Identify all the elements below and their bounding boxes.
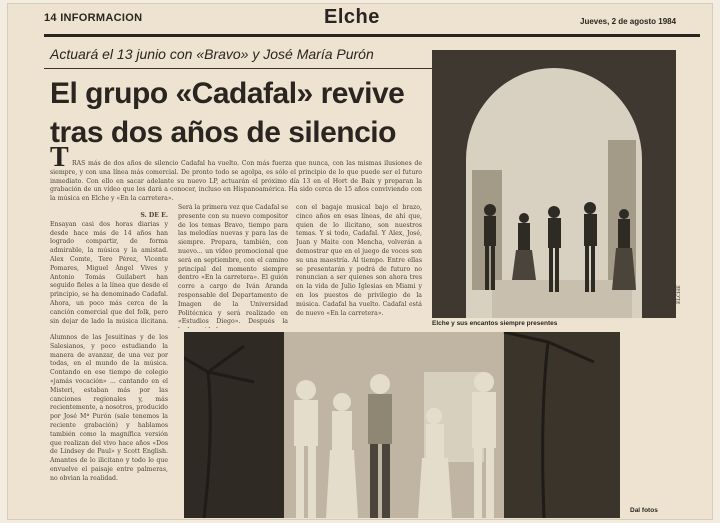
photo-credit: ELCHE xyxy=(676,285,682,304)
body-column-1-continued: Alumnos de las Jesuitinas y de los Salesianos, y poco estudiando la manera de avanzar, de una vez por todas, en el mundo de la música. Contando en ese tiempo de colegio «jamás vocación» ... cantando en el Misteri, estaban más por las canciones regionales y, más recientemente, a nosotros, producido por José Mª Purón (sale tenemos la reciente grabación) y hablamos también como la magnífica versión que realizan del vivo hace años «Dos de Lindsey de Paul» y Scott English. Amantes de lo ilicitano y todo lo que envuelve el paisaje entre palmeras, no obvian la realidad. xyxy=(50,334,168,482)
section-label: 14 INFORMACION xyxy=(44,12,143,24)
headline-line-1: El grupo «Cadafal» revive xyxy=(50,77,405,110)
byline: S. DE E. xyxy=(140,212,168,219)
article-headline xyxy=(50,74,430,152)
newspaper-page xyxy=(8,4,712,519)
column-1-text: Ensayan casi dos horas diarias y desde hace más de 14 años han logrado compartir, de forma admirable, la música y la amistad. Alex Comte, Tere Pérez, Vicente Pomares, Miguel Ángel Vives y Antonio Tomás Guilabert han seguido fieles a la línea que desde el principio, se ha denominado Cadafal. Ahora, un poco más cerca de la canción comercial que del folk, pero sin dejar de lado la música ilicitana. xyxy=(50,220,168,324)
lead-paragraph: RAS más de dos años de silencio Cadafal ha vuelto. Con más fuerza que nunca, con las mismas ilusiones de siempre, y con una línea más comercial. De pronto todo se agolpa, es sólo el principio de lo que puede ser el futuro inmediato. Con ello en sacar adelante su nuevo LP, actuarán el próximo día 13 en el Hort de Baix y preparan la grabación de un vídeo que les dará a conocer, incluso en Hispanoamérica. Ha sido cerca de 15 años conviviendo con la música en Elche y «En la carretera». xyxy=(50,160,422,203)
palm-photo xyxy=(184,332,620,518)
issue-date: Jueves, 2 de agosto 1984 xyxy=(580,17,677,26)
body-column-1 xyxy=(50,212,168,324)
headline-line-2: tras dos años de silencio xyxy=(50,116,396,149)
article-kicker: Actuará el 13 junio con «Bravo» y José María Purón xyxy=(50,46,374,62)
masthead-rule xyxy=(44,34,700,37)
edition-title: Elche xyxy=(324,6,380,28)
arch-photo xyxy=(432,50,676,318)
body-column-3: con el bagaje musical bajo el brazo, cinco años en esas líneas, de ahí que, quien de lo ilicitano, son nuestros temas. Y si todo, Cadafal. Y Alex, José, Juan y Maite con Mencha, volverán a demostrar que en el juego de voces son su una maestría. Al tiempo. Entre ellas se presentarán y podrá de futuro no renuncian a ser quienes son ahora tres en la vida de Julio Iglesias en Miami y en los puestos de privilegio de la música. Cadafal ha vuelto. Cadafal está de nuevo «En la carretera». xyxy=(296,204,422,317)
drop-cap: T xyxy=(50,142,69,173)
kicker-rule xyxy=(44,68,432,69)
photo-caption-2: Dal fotos xyxy=(630,507,658,514)
photo-caption-1: Elche y sus encantos siempre presentes xyxy=(432,320,558,327)
body-column-2: Será la primera vez que Cadafal se presente con su nuevo compositor de los temas Bravo, tiempo para las melodías nuevas y para las de siempre. Prepara, también, con nuevo... un vídeo promocional que será en septiembre, con el camino principal del momento siempre dentro «En la carretera». El guión corre a cargo de Iván Aranda responsable del Departamento de Imagen de la Universidad Politécnica y será realizado en «Estudios Diego». Después la xyxy=(178,204,288,326)
